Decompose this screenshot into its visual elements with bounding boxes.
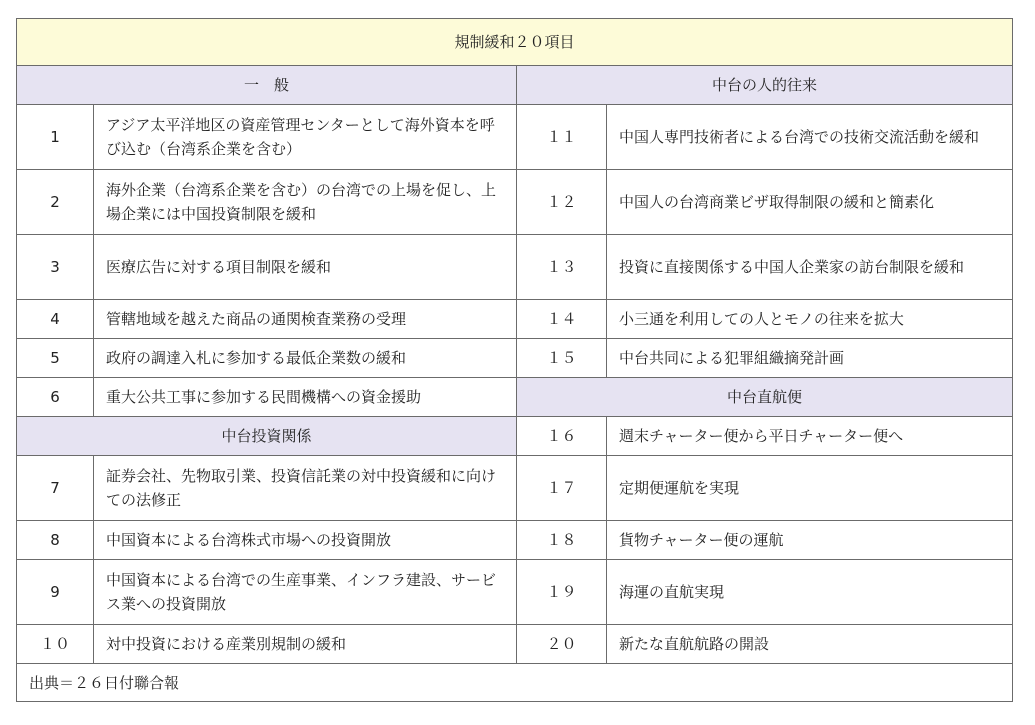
item-number: ２０: [517, 625, 607, 664]
item-number: １８: [517, 521, 607, 560]
item-number: 2: [17, 170, 94, 235]
item-text: アジア太平洋地区の資産管理センターとして海外資本を呼び込む（台湾系企業を含む）: [94, 105, 517, 170]
item-text: 新たな直航航路の開設: [607, 625, 1013, 664]
item-text: 管轄地域を越えた商品の通関検査業務の受理: [94, 300, 517, 339]
table-title: 規制緩和２０項目: [17, 19, 1013, 66]
item-number: １１: [517, 105, 607, 170]
table-row: [17, 521, 1013, 560]
item-number: 9: [17, 560, 94, 625]
item-text: 海外企業（台湾系企業を含む）の台湾での上場を促し、上場企業には中国投資制限を緩和: [94, 170, 517, 235]
item-number: １４: [517, 300, 607, 339]
item-text: 重大公共工事に参加する民間機構への資金援助: [94, 378, 517, 417]
item-number: 1: [17, 105, 94, 170]
item-text: 対中投資における産業別規制の緩和: [94, 625, 517, 664]
item-text: 中国人専門技術者による台湾での技術交流活動を緩和: [607, 105, 1013, 170]
table-row: [17, 235, 1013, 300]
item-text: 小三通を利用しての人とモノの往来を拡大: [607, 300, 1013, 339]
item-text: 証券会社、先物取引業、投資信託業の対中投資緩和に向けての法修正: [94, 456, 517, 521]
table-row: [17, 170, 1013, 235]
item-number: 4: [17, 300, 94, 339]
table-row: [17, 300, 1013, 339]
item-number: １３: [517, 235, 607, 300]
item-text: 週末チャーター便から平日チャーター便へ: [607, 417, 1013, 456]
item-text: 医療広告に対する項目制限を緩和: [94, 235, 517, 300]
item-number: 6: [17, 378, 94, 417]
section-header-flights: 中台直航便: [517, 378, 1013, 417]
item-text: 海運の直航実現: [607, 560, 1013, 625]
table-row: [17, 560, 1013, 625]
item-text: 定期便運航を実現: [607, 456, 1013, 521]
item-number: 8: [17, 521, 94, 560]
item-text: 政府の調達入札に参加する最低企業数の緩和: [94, 339, 517, 378]
section-header-general: 一 般: [17, 66, 517, 105]
item-number: １０: [17, 625, 94, 664]
item-text: 中国資本による台湾株式市場への投資開放: [94, 521, 517, 560]
item-text: 貨物チャーター便の運航: [607, 521, 1013, 560]
section-header-investment: 中台投資関係: [17, 417, 517, 456]
item-text: 投資に直接関係する中国人企業家の訪台制限を緩和: [607, 235, 1013, 300]
item-text: 中台共同による犯罪組織摘発計画: [607, 339, 1013, 378]
item-text: 中国人の台湾商業ビザ取得制限の緩和と簡素化: [607, 170, 1013, 235]
item-number: １６: [517, 417, 607, 456]
section-header-people: 中台の人的往来: [517, 66, 1013, 105]
table-row: [17, 456, 1013, 521]
item-number: 7: [17, 456, 94, 521]
item-number: 5: [17, 339, 94, 378]
item-number: １９: [517, 560, 607, 625]
item-number: １７: [517, 456, 607, 521]
table-row: [17, 105, 1013, 170]
item-text: 中国資本による台湾での生産事業、インフラ建設、サービス業への投資開放: [94, 560, 517, 625]
item-number: １５: [517, 339, 607, 378]
source-caption: 出典＝２６日付聯合報: [17, 664, 1013, 702]
item-number: １２: [517, 170, 607, 235]
table-row: [17, 339, 1013, 378]
item-number: 3: [17, 235, 94, 300]
table-row: [17, 378, 1013, 417]
regulation-table: [16, 18, 1013, 702]
table-row: [17, 417, 1013, 456]
table-row: [17, 625, 1013, 664]
